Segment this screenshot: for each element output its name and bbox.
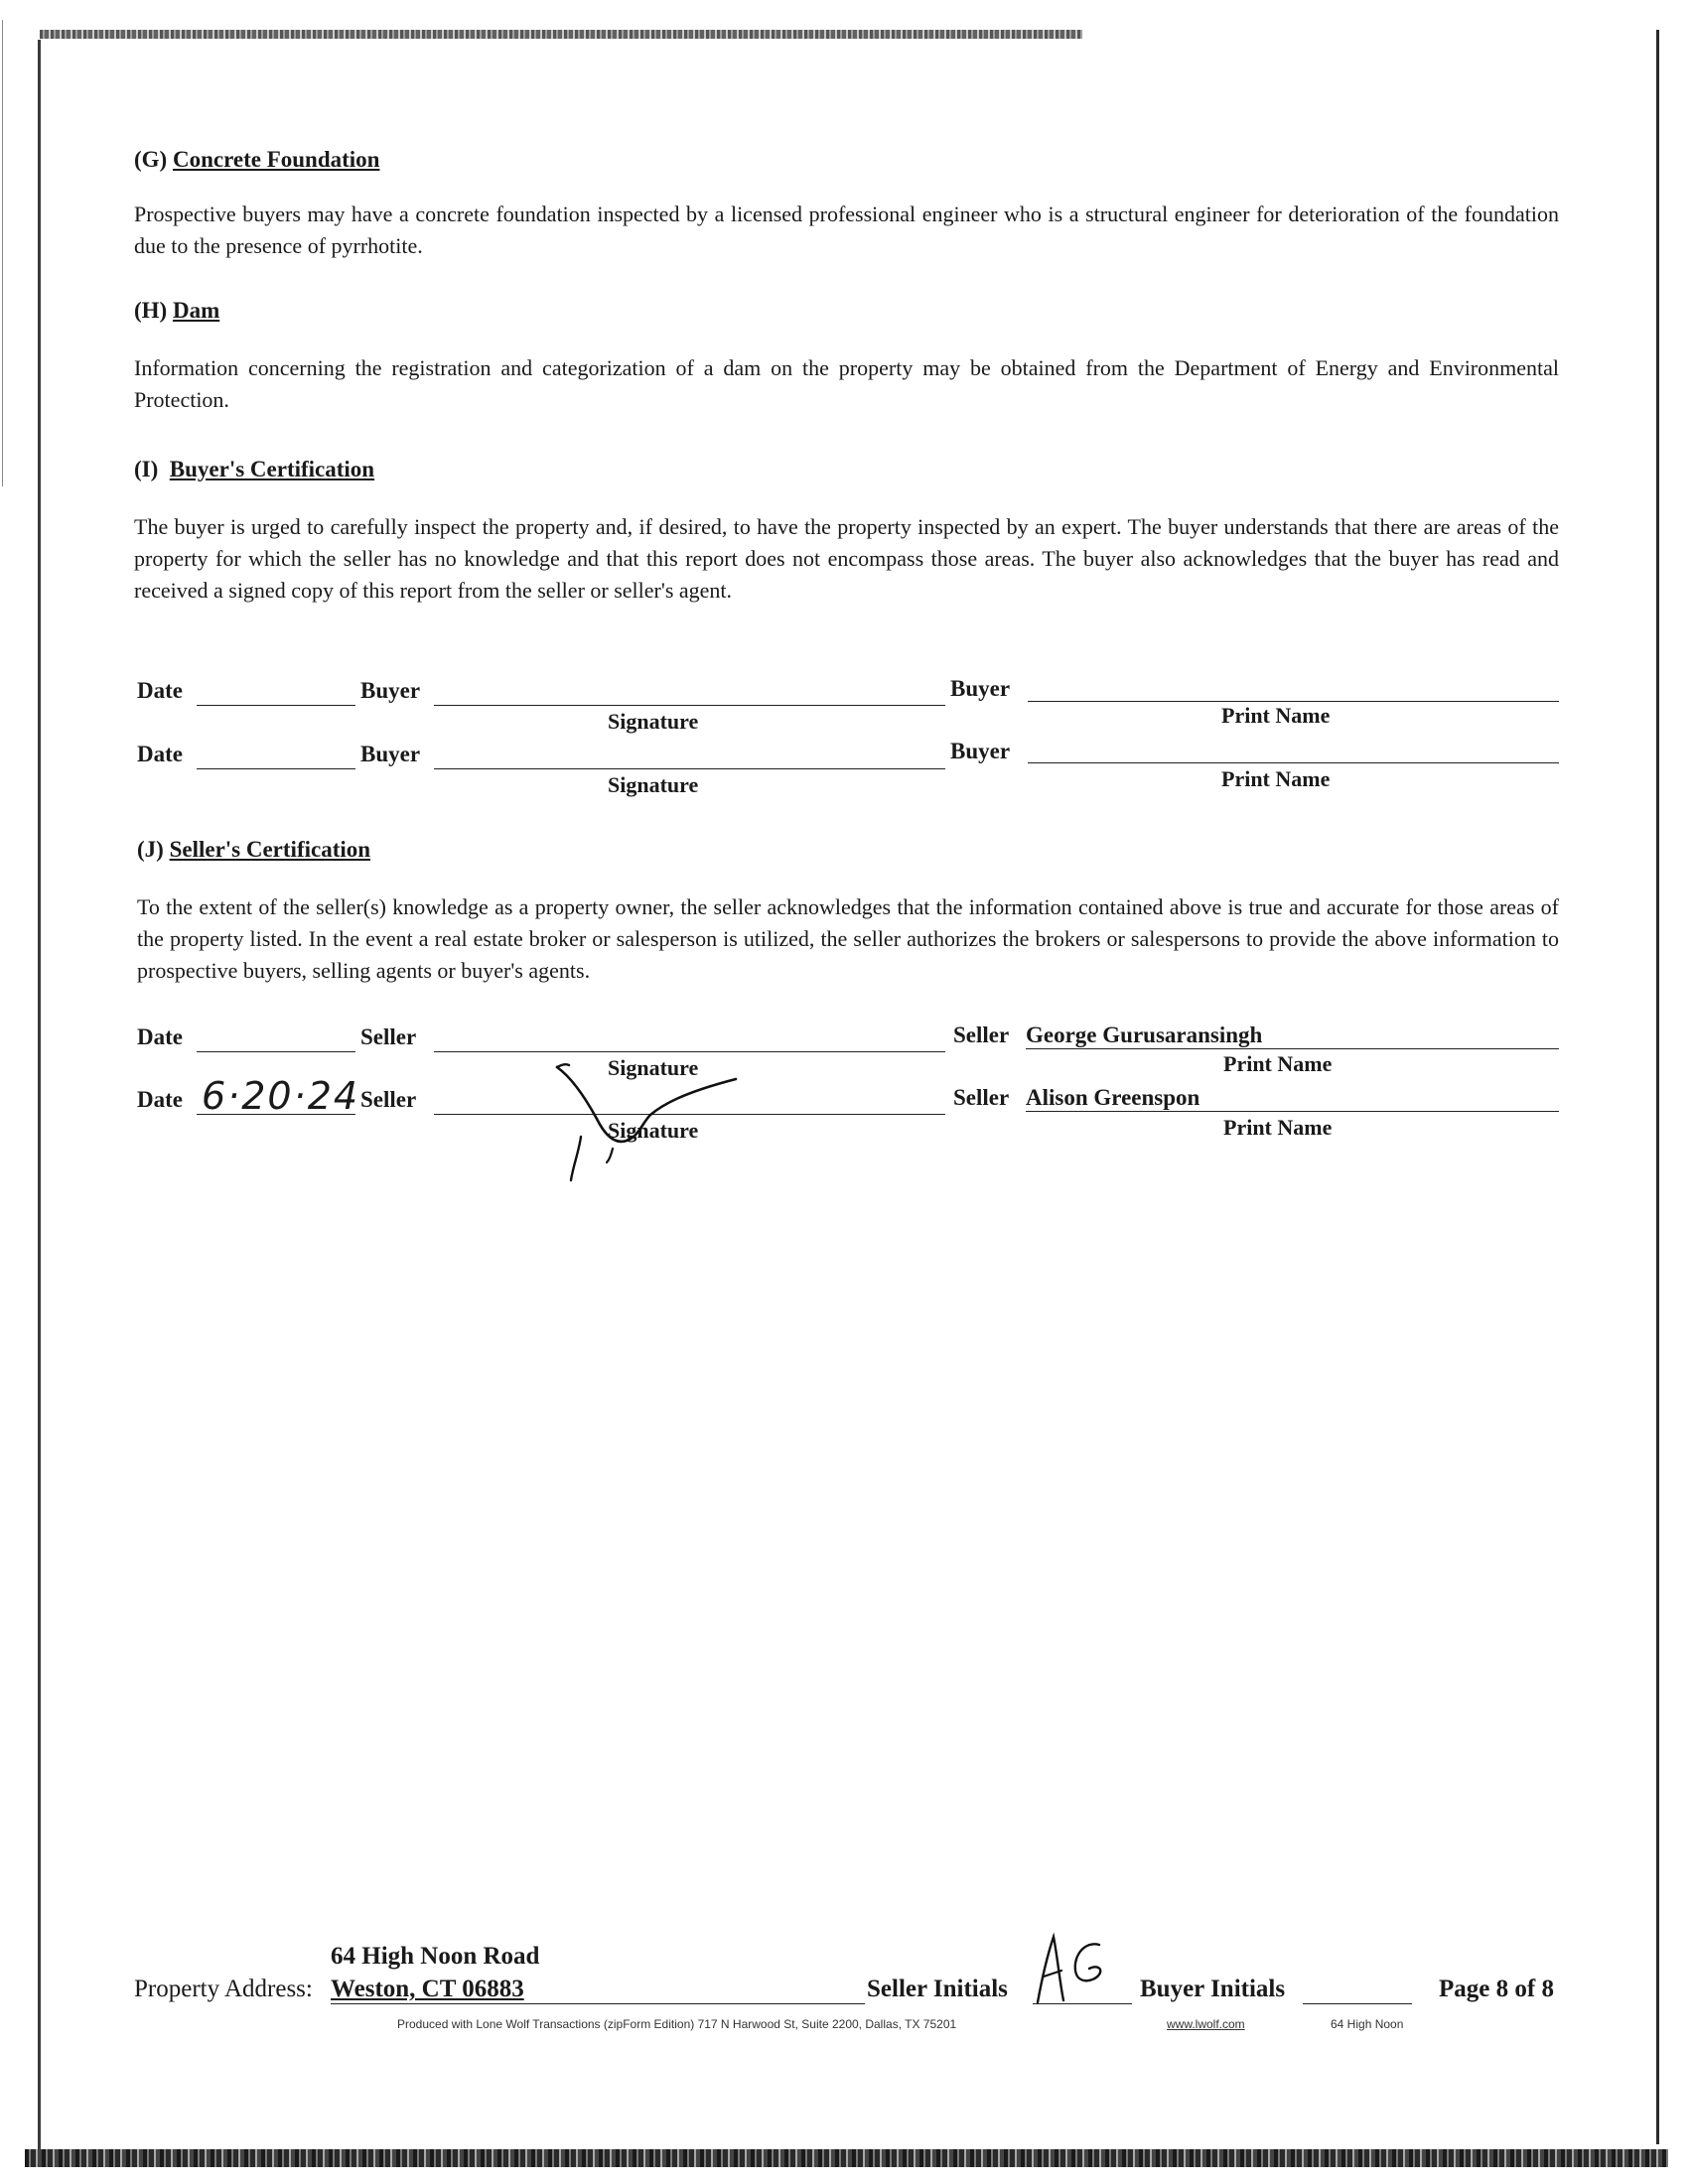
section-i-title: Buyer's Certification — [169, 457, 375, 481]
buyer1-label: Buyer — [360, 678, 421, 703]
seller1-label: Seller — [360, 1024, 417, 1049]
buyer1-date-label: Date — [137, 678, 183, 703]
section-j-heading — [137, 837, 370, 863]
section-h-title: Dam — [172, 298, 220, 323]
seller1-signature-caption: Signature — [608, 1055, 699, 1080]
section-g-prefix: (G) — [134, 147, 168, 172]
footer-produced-with: Produced with Lone Wolf Transactions (zipForm Edition) 717 N Harwood St, Suite 2200, Dallas, TX 75201 — [397, 2017, 957, 2031]
footer-buyer-initials-label: Buyer Initials — [1140, 1976, 1286, 2002]
buyer1-printname-caption: Print Name — [1221, 703, 1331, 728]
footer-short-address: 64 High Noon — [1331, 2017, 1404, 2031]
seller2-printname-value: Alison Greenspon — [1026, 1085, 1200, 1110]
buyer1-signature-line[interactable] — [434, 705, 945, 706]
section-j-title: Seller's Certification — [169, 837, 371, 862]
scan-edge-right — [1656, 30, 1659, 2144]
buyer2-signature-caption: Signature — [608, 772, 699, 797]
footer-address-line1: 64 High Noon Road — [331, 1943, 540, 1970]
seller-handwritten-signature — [551, 1057, 750, 1186]
seller2-printname-label: Seller — [953, 1085, 1010, 1110]
footer-page-number: Page 8 of 8 — [1439, 1976, 1554, 2002]
buyer2-date-line[interactable] — [197, 768, 355, 769]
scan-edge-top — [40, 30, 1082, 39]
buyer1-date-line[interactable] — [197, 705, 355, 706]
seller1-printname-caption: Print Name — [1223, 1051, 1333, 1076]
seller1-printname-value: George Gurusaransingh — [1026, 1023, 1263, 1047]
scan-edge-bottom — [25, 2149, 1668, 2167]
seller2-date-line[interactable] — [197, 1114, 355, 1115]
buyer2-printname-line[interactable] — [1028, 762, 1559, 763]
scan-edge-left — [38, 40, 41, 2149]
footer-address-line2: Weston, CT 06883 — [331, 1976, 524, 2002]
buyer1-printname-label: Buyer — [950, 676, 1011, 701]
buyer1-printname-line[interactable] — [1028, 701, 1559, 702]
section-j-prefix: (J) — [137, 837, 164, 862]
section-g-heading — [134, 147, 379, 173]
section-h-prefix: (H) — [134, 298, 168, 323]
seller2-label: Seller — [360, 1087, 417, 1112]
seller2-signature-caption: Signature — [608, 1118, 699, 1143]
seller2-printname-caption: Print Name — [1223, 1115, 1333, 1140]
seller2-date-handwritten: 6·20·24 — [202, 1074, 360, 1118]
seller2-printname-line[interactable] — [1026, 1111, 1559, 1112]
footer-address-line — [331, 2003, 865, 2004]
seller1-signature-line[interactable] — [434, 1051, 945, 1052]
footer-address-label: Property Address: — [134, 1976, 313, 2002]
section-i-body: The buyer is urged to carefully inspect the property and, if desired, to have the property inspected by an expert. The buyer understands that there are areas of the property for which the seller has no knowledge and that this report does not encompass those areas. The buyer also acknowledges that the buyer has read and received a signed copy of this report from the seller or seller's agent. — [134, 514, 1559, 603]
buyer1-signature-caption: Signature — [608, 709, 699, 734]
buyer2-printname-label: Buyer — [950, 739, 1011, 763]
seller-initials-handwritten — [1028, 1931, 1117, 2010]
buyer2-label: Buyer — [360, 742, 421, 766]
buyer2-date-label: Date — [137, 742, 183, 766]
seller2-date-label: Date — [137, 1087, 183, 1112]
seller1-printname-line[interactable] — [1026, 1048, 1559, 1049]
footer-buyer-initials-line[interactable] — [1303, 2003, 1412, 2004]
scan-edge-left-outer — [2, 20, 3, 486]
seller1-date-label: Date — [137, 1024, 183, 1049]
section-i-prefix: (I) — [134, 457, 159, 481]
section-i-heading — [134, 457, 374, 482]
section-g-title: Concrete Foundation — [172, 147, 380, 172]
seller1-date-line[interactable] — [197, 1051, 355, 1052]
buyer2-signature-line[interactable] — [434, 768, 945, 769]
section-h-heading — [134, 298, 219, 324]
section-h-body: Information concerning the registration and categorization of a dam on the property may be obtained from the Department of Energy and Environmental Protection. — [134, 355, 1559, 412]
footer-website-link[interactable]: www.lwolf.com — [1167, 2017, 1245, 2031]
seller1-printname-label: Seller — [953, 1023, 1010, 1047]
footer-seller-initials-label: Seller Initials — [867, 1976, 1008, 2002]
section-j-body: To the extent of the seller(s) knowledge as a property owner, the seller acknowledges that the information contained above is true and accurate for those areas of the property listed. In the event a real estate broker or salesperson is utilized, the seller authorizes the brokers or salespersons to provide the above information to prospective buyers, selling agents or buyer's agents. — [137, 894, 1559, 983]
buyer2-printname-caption: Print Name — [1221, 766, 1331, 791]
footer-seller-initials-line[interactable] — [1033, 2003, 1132, 2004]
section-g-body: Prospective buyers may have a concrete foundation inspected by a licensed professional engineer who is a structural engineer for deterioration of the foundation due to the presence of pyrrhotite. — [134, 202, 1559, 258]
